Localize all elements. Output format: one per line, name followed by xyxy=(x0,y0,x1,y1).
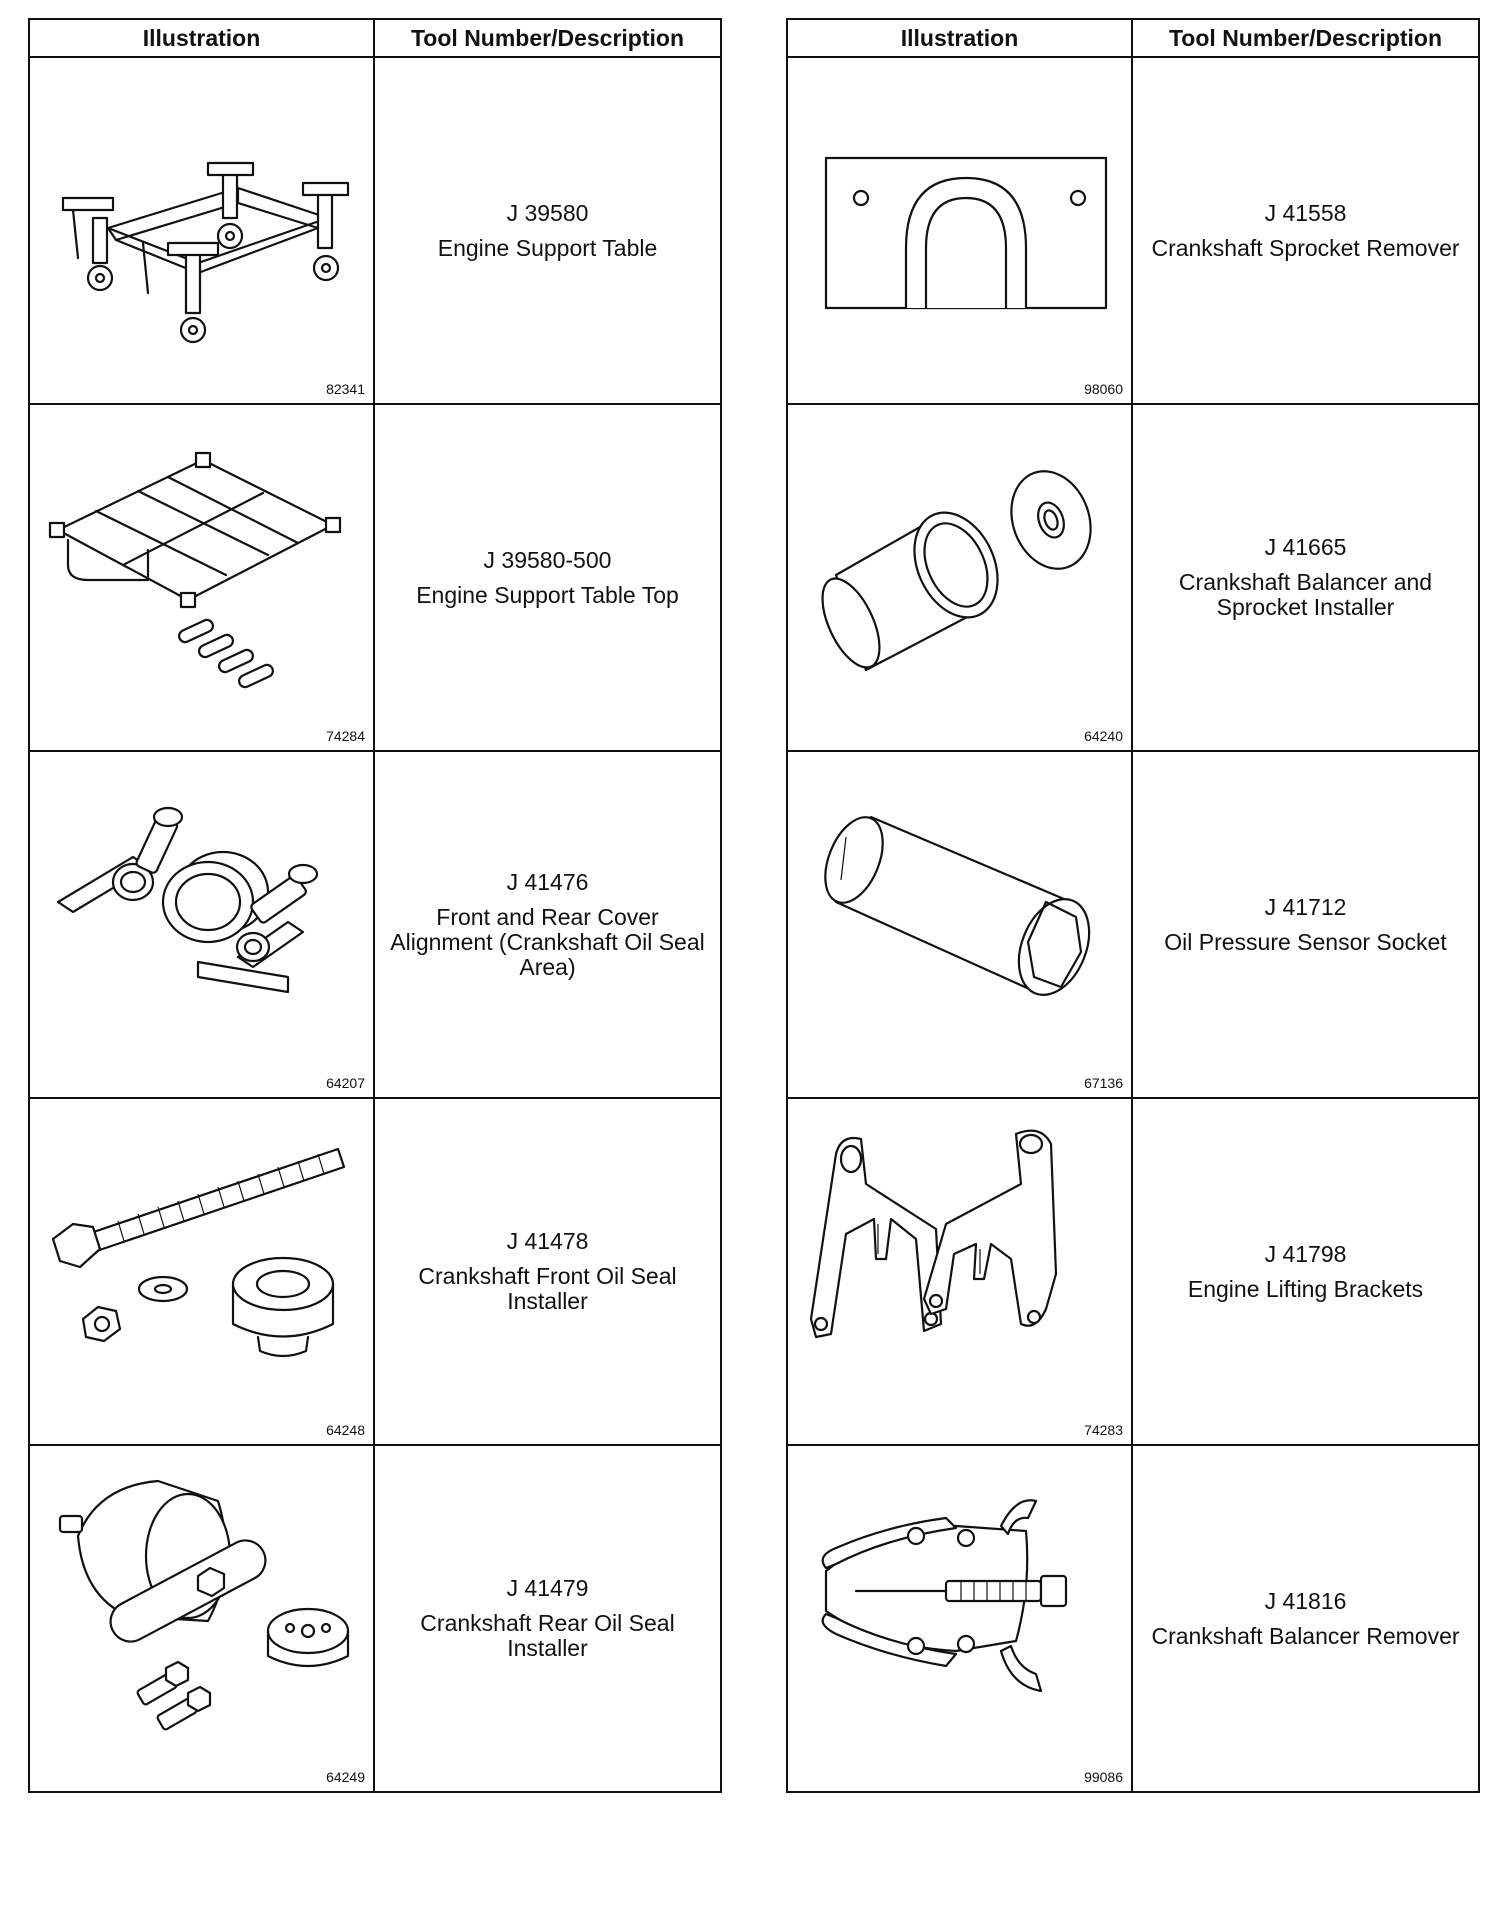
illustration-cell xyxy=(787,751,1132,1098)
table-top-frame-icon xyxy=(38,415,367,715)
sensor-socket-icon xyxy=(796,762,1125,1062)
illustration-cell xyxy=(787,1098,1132,1445)
tool-description: Oil Pressure Sensor Socket xyxy=(1164,928,1447,955)
tool-description-cell xyxy=(374,751,721,1098)
balancer-installer-icon xyxy=(796,415,1125,715)
figure-number: 74284 xyxy=(326,728,365,744)
tool-number: J 41816 xyxy=(1264,1587,1347,1614)
tool-number: J 41476 xyxy=(506,868,589,895)
tool-number: J 41558 xyxy=(1264,199,1347,226)
table-row xyxy=(29,404,721,751)
tool-description: Crankshaft Rear Oil Seal Installer xyxy=(420,1610,675,1661)
illustration-header: Illustration xyxy=(787,19,1132,57)
illustration-cell xyxy=(787,1445,1132,1792)
tool-number: J 41798 xyxy=(1264,1240,1347,1267)
tool-description-cell xyxy=(1132,1445,1479,1792)
figure-number: 82341 xyxy=(326,381,365,397)
rear-seal-installer-icon xyxy=(38,1456,367,1756)
tool-description-cell xyxy=(1132,1098,1479,1445)
illustration-cell xyxy=(29,1445,374,1792)
figure-number: 64207 xyxy=(326,1075,365,1091)
illustration-cell xyxy=(787,57,1132,404)
figure-number: 64248 xyxy=(326,1422,365,1438)
tool-description-cell xyxy=(374,404,721,751)
cover-alignment-tool-icon xyxy=(38,762,367,1062)
illustration-header: Illustration xyxy=(29,19,374,57)
table-row xyxy=(787,57,1479,404)
tool-description: Engine Support Table xyxy=(437,234,658,261)
tool-number: J 39580-500 xyxy=(483,546,612,573)
lifting-brackets-icon xyxy=(796,1109,1125,1409)
illustration-cell xyxy=(29,57,374,404)
tool-number: J 41712 xyxy=(1264,893,1347,920)
tool-description-cell xyxy=(1132,751,1479,1098)
table-row xyxy=(29,751,721,1098)
tool-description: Crankshaft Balancer Remover xyxy=(1151,1622,1460,1649)
tool-number: J 39580 xyxy=(506,199,589,226)
tool-description: Crankshaft Sprocket Remover xyxy=(1151,234,1460,261)
illustration-cell xyxy=(29,404,374,751)
tool-description: Crankshaft Front Oil Seal Installer xyxy=(418,1263,677,1314)
table-row xyxy=(29,1098,721,1445)
tool-description-header: Tool Number/Description xyxy=(1132,19,1479,57)
table-row xyxy=(787,1445,1479,1792)
table-row xyxy=(787,404,1479,751)
tool-number: J 41479 xyxy=(506,1575,589,1601)
figure-number: 74283 xyxy=(1084,1422,1123,1438)
tool-table-left xyxy=(28,18,722,1793)
tool-description-cell xyxy=(374,1445,721,1792)
figure-number: 64249 xyxy=(326,1769,365,1785)
balancer-puller-icon xyxy=(796,1456,1125,1756)
tool-number: J 41478 xyxy=(506,1228,589,1254)
tool-number: J 41665 xyxy=(1264,534,1347,560)
tool-description-cell xyxy=(374,1098,721,1445)
tool-description: Front and Rear Cover Alignment (Crankshaft Oil Seal Area) xyxy=(390,903,705,980)
illustration-cell xyxy=(787,404,1132,751)
tool-description-cell xyxy=(374,57,721,404)
figure-number: 98060 xyxy=(1084,381,1123,397)
table-row xyxy=(29,1445,721,1792)
front-seal-installer-icon xyxy=(38,1109,367,1409)
figure-number: 67136 xyxy=(1084,1075,1123,1091)
sprocket-remover-plate-icon xyxy=(796,68,1125,368)
table-row xyxy=(787,751,1479,1098)
tool-description: Crankshaft Balancer and Sprocket Installer xyxy=(1178,569,1433,620)
tool-description-header: Tool Number/Description xyxy=(374,19,721,57)
tool-description: Engine Lifting Brackets xyxy=(1187,1275,1424,1302)
tool-description: Engine Support Table Top xyxy=(416,581,679,608)
table-header-row xyxy=(787,19,1479,57)
illustration-cell xyxy=(29,1098,374,1445)
tool-description-cell xyxy=(1132,57,1479,404)
figure-number: 64240 xyxy=(1084,728,1123,744)
engine-support-table-icon xyxy=(38,68,367,368)
table-row xyxy=(787,1098,1479,1445)
tool-description-cell xyxy=(1132,404,1479,751)
table-row xyxy=(29,57,721,404)
illustration-cell xyxy=(29,751,374,1098)
table-header-row xyxy=(29,19,721,57)
tool-table-right xyxy=(786,18,1480,1793)
figure-number: 99086 xyxy=(1084,1769,1123,1785)
